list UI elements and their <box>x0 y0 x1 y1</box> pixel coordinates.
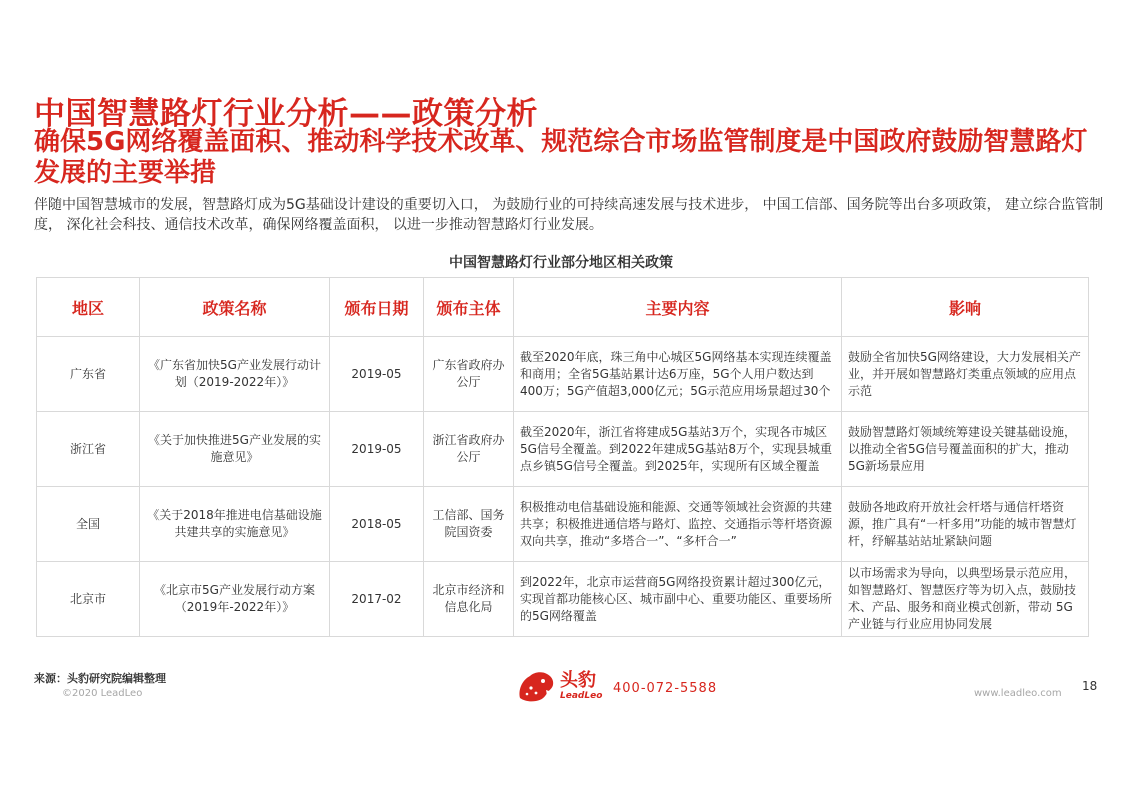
intro-paragraph: 伴随中国智慧城市的发展，智慧路灯成为5G基础设计建设的重要切入口， 为鼓励行业的可持续高速发展与技术进步， 中国工信部、国务院等出台多项政策， 建立综合监管制度， 深化社会科技、通信技术改革，确保网络覆盖面积， 以进一步推动智慧路灯行业发展。 <box>34 197 1104 233</box>
table-title: 中国智慧路灯行业部分地区相关政策 <box>449 255 673 271</box>
cell-impact: 以市场需求为导向，以典型场景示范应用，如智慧路灯、智慧医疗等为切入点，鼓励技术、产品、服务和商业模式创新，带动 5G 产业链与行业应用协同发展 <box>842 562 1089 637</box>
header-issuer: 颁布主体 <box>424 278 514 337</box>
cell-issuer: 北京市经济和信息化局 <box>424 562 514 637</box>
cell-policy: 《北京市5G产业发展行动方案（2019年-2022年）》 <box>140 562 330 637</box>
cell-date: 2018-05 <box>330 487 424 562</box>
cell-date: 2017-02 <box>330 562 424 637</box>
leadleo-logo <box>516 668 602 704</box>
cell-date: 2019-05 <box>330 337 424 412</box>
page-number: 18 <box>1082 679 1098 693</box>
logo-en-text: LeadLeo <box>560 691 603 701</box>
cell-region: 北京市 <box>37 562 140 637</box>
cell-issuer: 广东省政府办公厅 <box>424 337 514 412</box>
cell-content: 积极推动电信基础设施和能源、交通等领域社会资源的共建共享；积极推进通信塔与路灯、监控、交通指示等杆塔资源双向共享，推动“多塔合一”、“多杆合一” <box>514 487 842 562</box>
table-row <box>37 487 1089 562</box>
cell-region: 浙江省 <box>37 412 140 487</box>
page-title: 中国智慧路灯行业分析——政策分析 <box>34 96 538 132</box>
cell-impact: 鼓励各地政府开放社会杆塔与通信杆塔资源，推广具有“一杆多用”功能的城市智慧灯杆，纾解基站站址紧缺问题 <box>842 487 1089 562</box>
phone-number: 400-072-5588 <box>613 681 718 696</box>
cell-policy: 《广东省加快5G产业发展行动计划（2019-2022年）》 <box>140 337 330 412</box>
cell-impact: 鼓励智慧路灯领域统筹建设关键基础设施，以推动全省5G信号覆盖面积的扩大，推动5G新场景应用 <box>842 412 1089 487</box>
table-header-row <box>37 278 1089 337</box>
cell-content: 截至2020年底，珠三角中心城区5G网络基本实现连续覆盖和商用；全省5G基站累计达6万座，5G个人用户数达到400万；5G产值超3,000亿元；5G示范应用场景超过30个 <box>514 337 842 412</box>
cell-content: 截至2020年，浙江省将建成5G基站3万个，实现各市城区5G信号全覆盖。到2022年建成5G基站8万个，实现县城重点乡镇5G信号全覆盖。到2025年，实现所有区域全覆盖 <box>514 412 842 487</box>
cell-region: 广东省 <box>37 337 140 412</box>
leopard-logo-icon <box>516 668 556 704</box>
source-note: 来源：头豹研究院编辑整理 <box>34 672 166 685</box>
cell-policy: 《关于2018年推进电信基础设施共建共享的实施意见》 <box>140 487 330 562</box>
header-impact: 影响 <box>842 278 1089 337</box>
header-region: 地区 <box>37 278 140 337</box>
page-subtitle: 确保5G网络覆盖面积、推动科学技术改革、规范综合市场监管制度是中国政府鼓励智慧路灯发展的主要举措 <box>34 127 1088 188</box>
website[interactable]: www.leadleo.com <box>974 688 1062 699</box>
logo-cn-text: 头豹 <box>560 670 596 691</box>
header-date: 颁布日期 <box>330 278 424 337</box>
cell-issuer: 工信部、国务院国资委 <box>424 487 514 562</box>
policy-table <box>36 277 1089 637</box>
table-row <box>37 337 1089 412</box>
cell-impact: 鼓励全省加快5G网络建设，大力发展相关产业，并开展如智慧路灯类重点领域的应用点示范 <box>842 337 1089 412</box>
table-row <box>37 562 1089 637</box>
copyright: ©2020 LeadLeo <box>62 688 143 699</box>
cell-region: 全国 <box>37 487 140 562</box>
cell-policy: 《关于加快推进5G产业发展的实施意见》 <box>140 412 330 487</box>
cell-issuer: 浙江省政府办公厅 <box>424 412 514 487</box>
header-policy: 政策名称 <box>140 278 330 337</box>
cell-date: 2019-05 <box>330 412 424 487</box>
header-content: 主要内容 <box>514 278 842 337</box>
cell-content: 到2022年，北京市运营商5G网络投资累计超过300亿元，实现首都功能核心区、城市副中心、重要功能区、重要场所的5G网络覆盖 <box>514 562 842 637</box>
table-row <box>37 412 1089 487</box>
